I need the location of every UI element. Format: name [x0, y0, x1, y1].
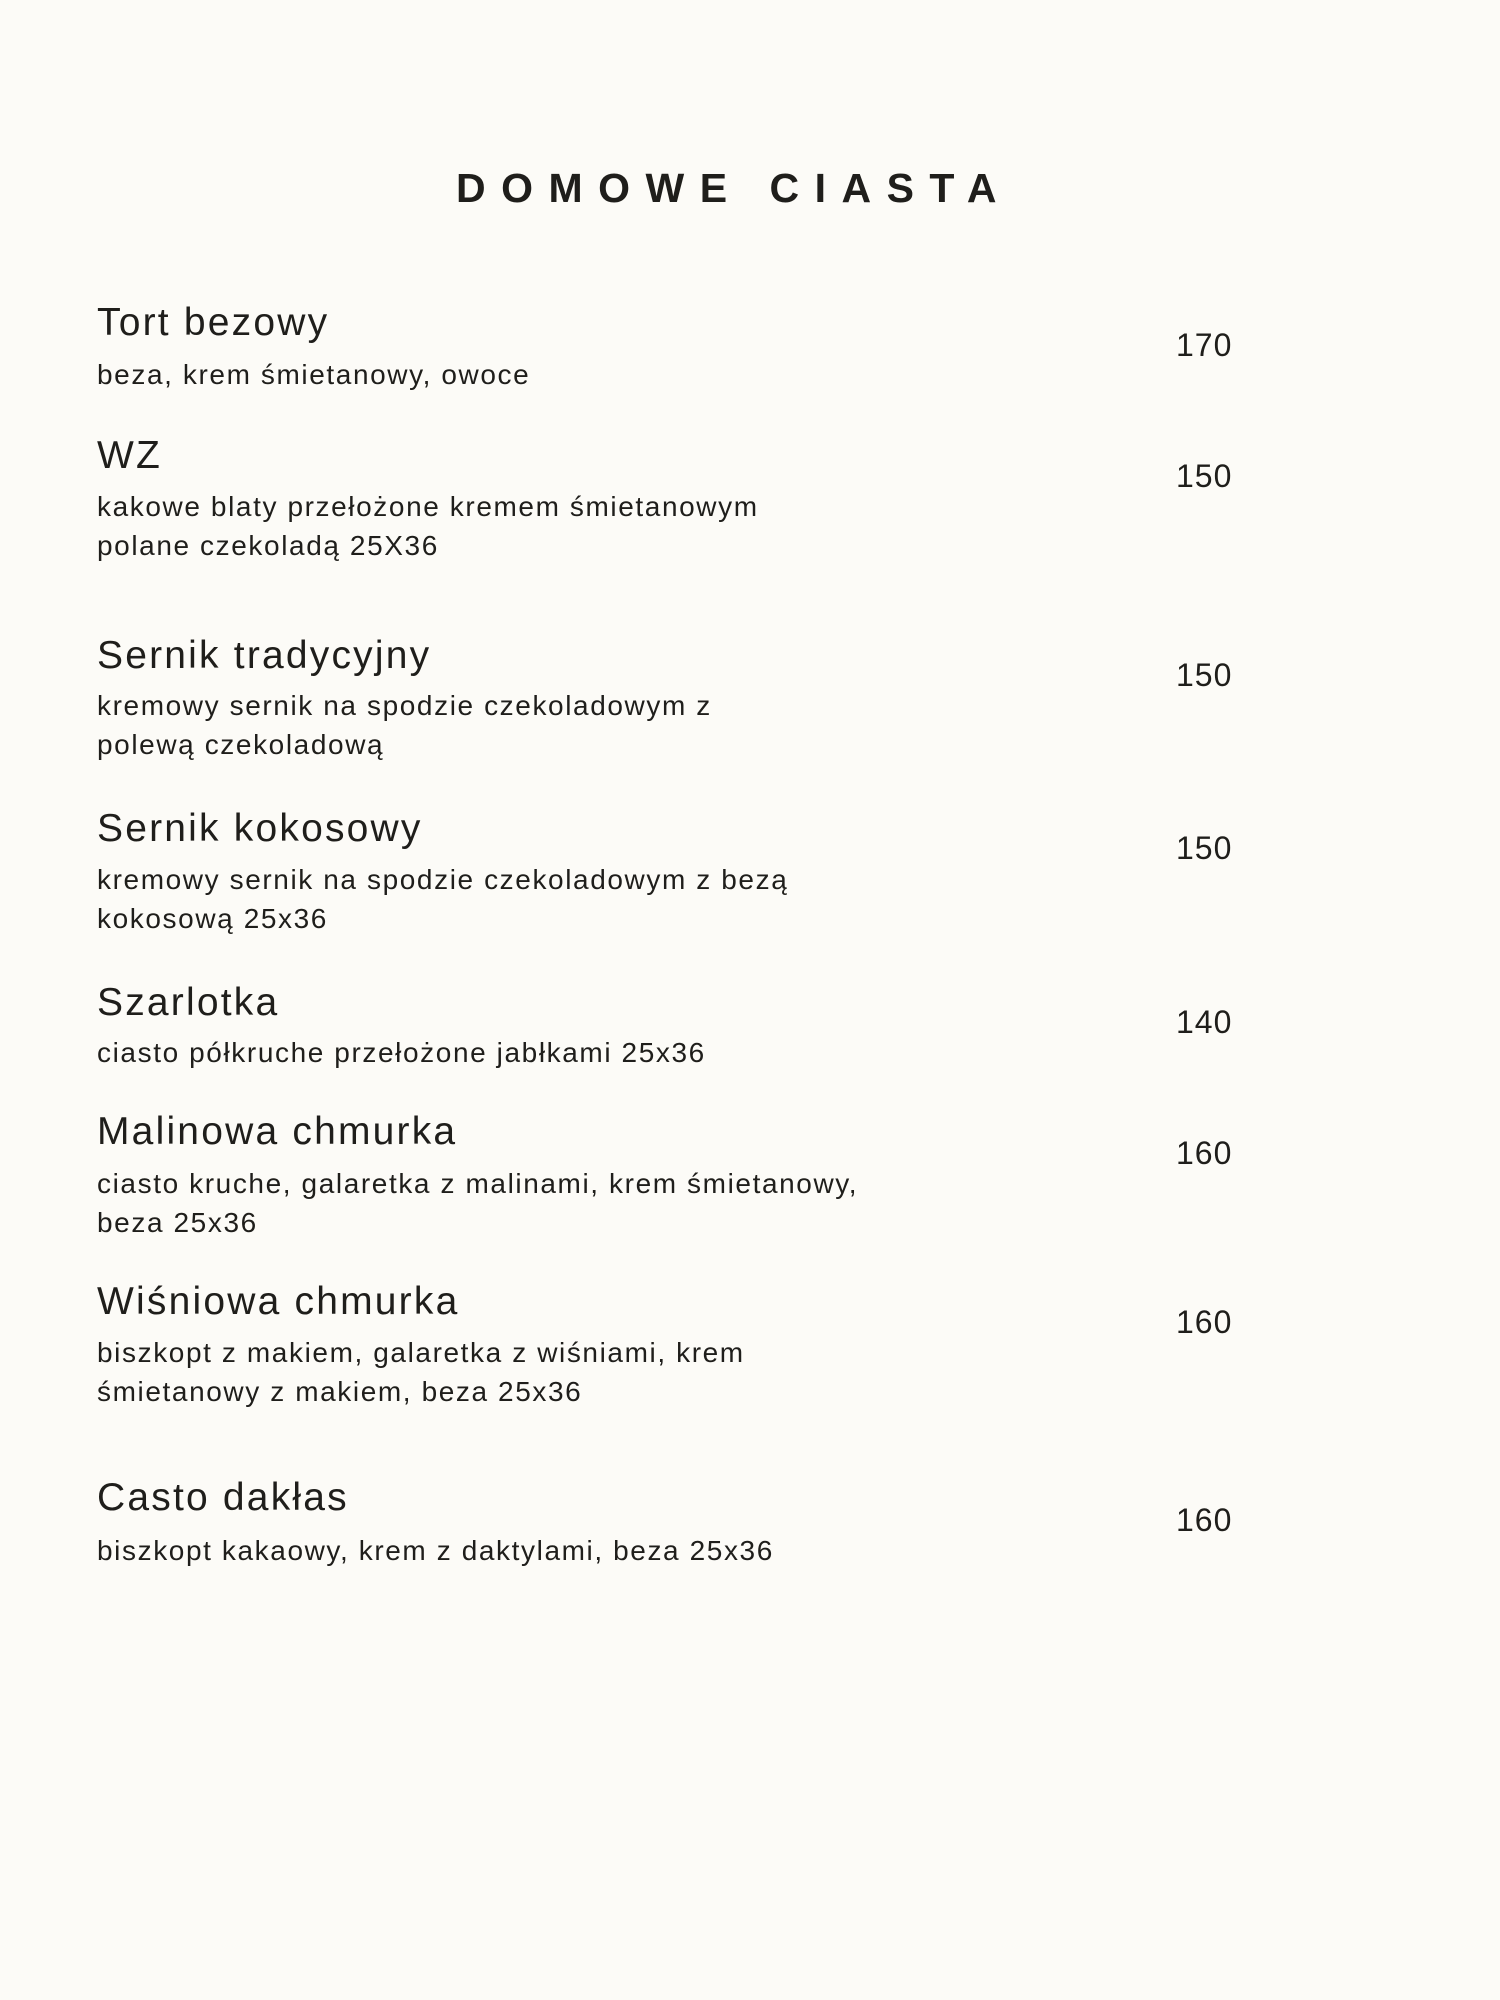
- item-description: [97, 686, 1057, 764]
- item-name: Wiśniowa chmurka: [97, 1280, 460, 1323]
- item-description-line: ciasto kruche, galaretka z malinami, krem śmietanowy,: [97, 1168, 859, 1199]
- item-price: 150: [1176, 458, 1233, 494]
- item-name: Sernik kokosowy: [97, 807, 423, 850]
- item-name: Tort bezowy: [97, 301, 330, 344]
- item-price: 150: [1176, 830, 1233, 866]
- item-description-line: polewą czekoladową: [97, 729, 385, 760]
- item-description-line: beza, krem śmietanowy, owoce: [97, 359, 531, 390]
- item-description-line: kremowy sernik na spodzie czekoladowym z bezą: [97, 864, 789, 895]
- menu-title: DOMOWE CIASTA: [456, 165, 1013, 211]
- item-price: 160: [1176, 1304, 1233, 1340]
- item-description: [97, 860, 1057, 938]
- item-description-line: polane czekoladą 25X36: [97, 530, 439, 561]
- item-description: [97, 1333, 1057, 1411]
- item-description-line: kremowy sernik na spodzie czekoladowym z: [97, 690, 712, 721]
- item-description-line: kakowe blaty przełożone kremem śmietanowym: [97, 491, 759, 522]
- item-description: [97, 1033, 1057, 1072]
- item-description: [97, 1531, 1057, 1570]
- item-name: Sernik tradycyjny: [97, 634, 432, 677]
- item-price: 160: [1176, 1135, 1233, 1171]
- item-name: Casto dakłas: [97, 1476, 349, 1519]
- item-price: 170: [1176, 327, 1233, 363]
- item-name: WZ: [97, 434, 163, 477]
- item-price: 150: [1176, 657, 1233, 693]
- item-description-line: beza 25x36: [97, 1207, 258, 1238]
- item-price: 140: [1176, 1004, 1233, 1040]
- item-description-line: biszkopt z makiem, galaretka z wiśniami, krem: [97, 1337, 745, 1368]
- item-description: [97, 487, 1057, 565]
- item-description-line: kokosową 25x36: [97, 903, 328, 934]
- item-name: Malinowa chmurka: [97, 1110, 458, 1153]
- item-description: [97, 1164, 1057, 1242]
- item-name: Szarlotka: [97, 981, 280, 1024]
- item-price: 160: [1176, 1502, 1233, 1538]
- item-description: [97, 355, 1057, 394]
- item-description-line: śmietanowy z makiem, beza 25x36: [97, 1376, 583, 1407]
- item-description-line: ciasto półkruche przełożone jabłkami 25x36: [97, 1037, 706, 1068]
- item-description-line: biszkopt kakaowy, krem z daktylami, beza 25x36: [97, 1535, 774, 1566]
